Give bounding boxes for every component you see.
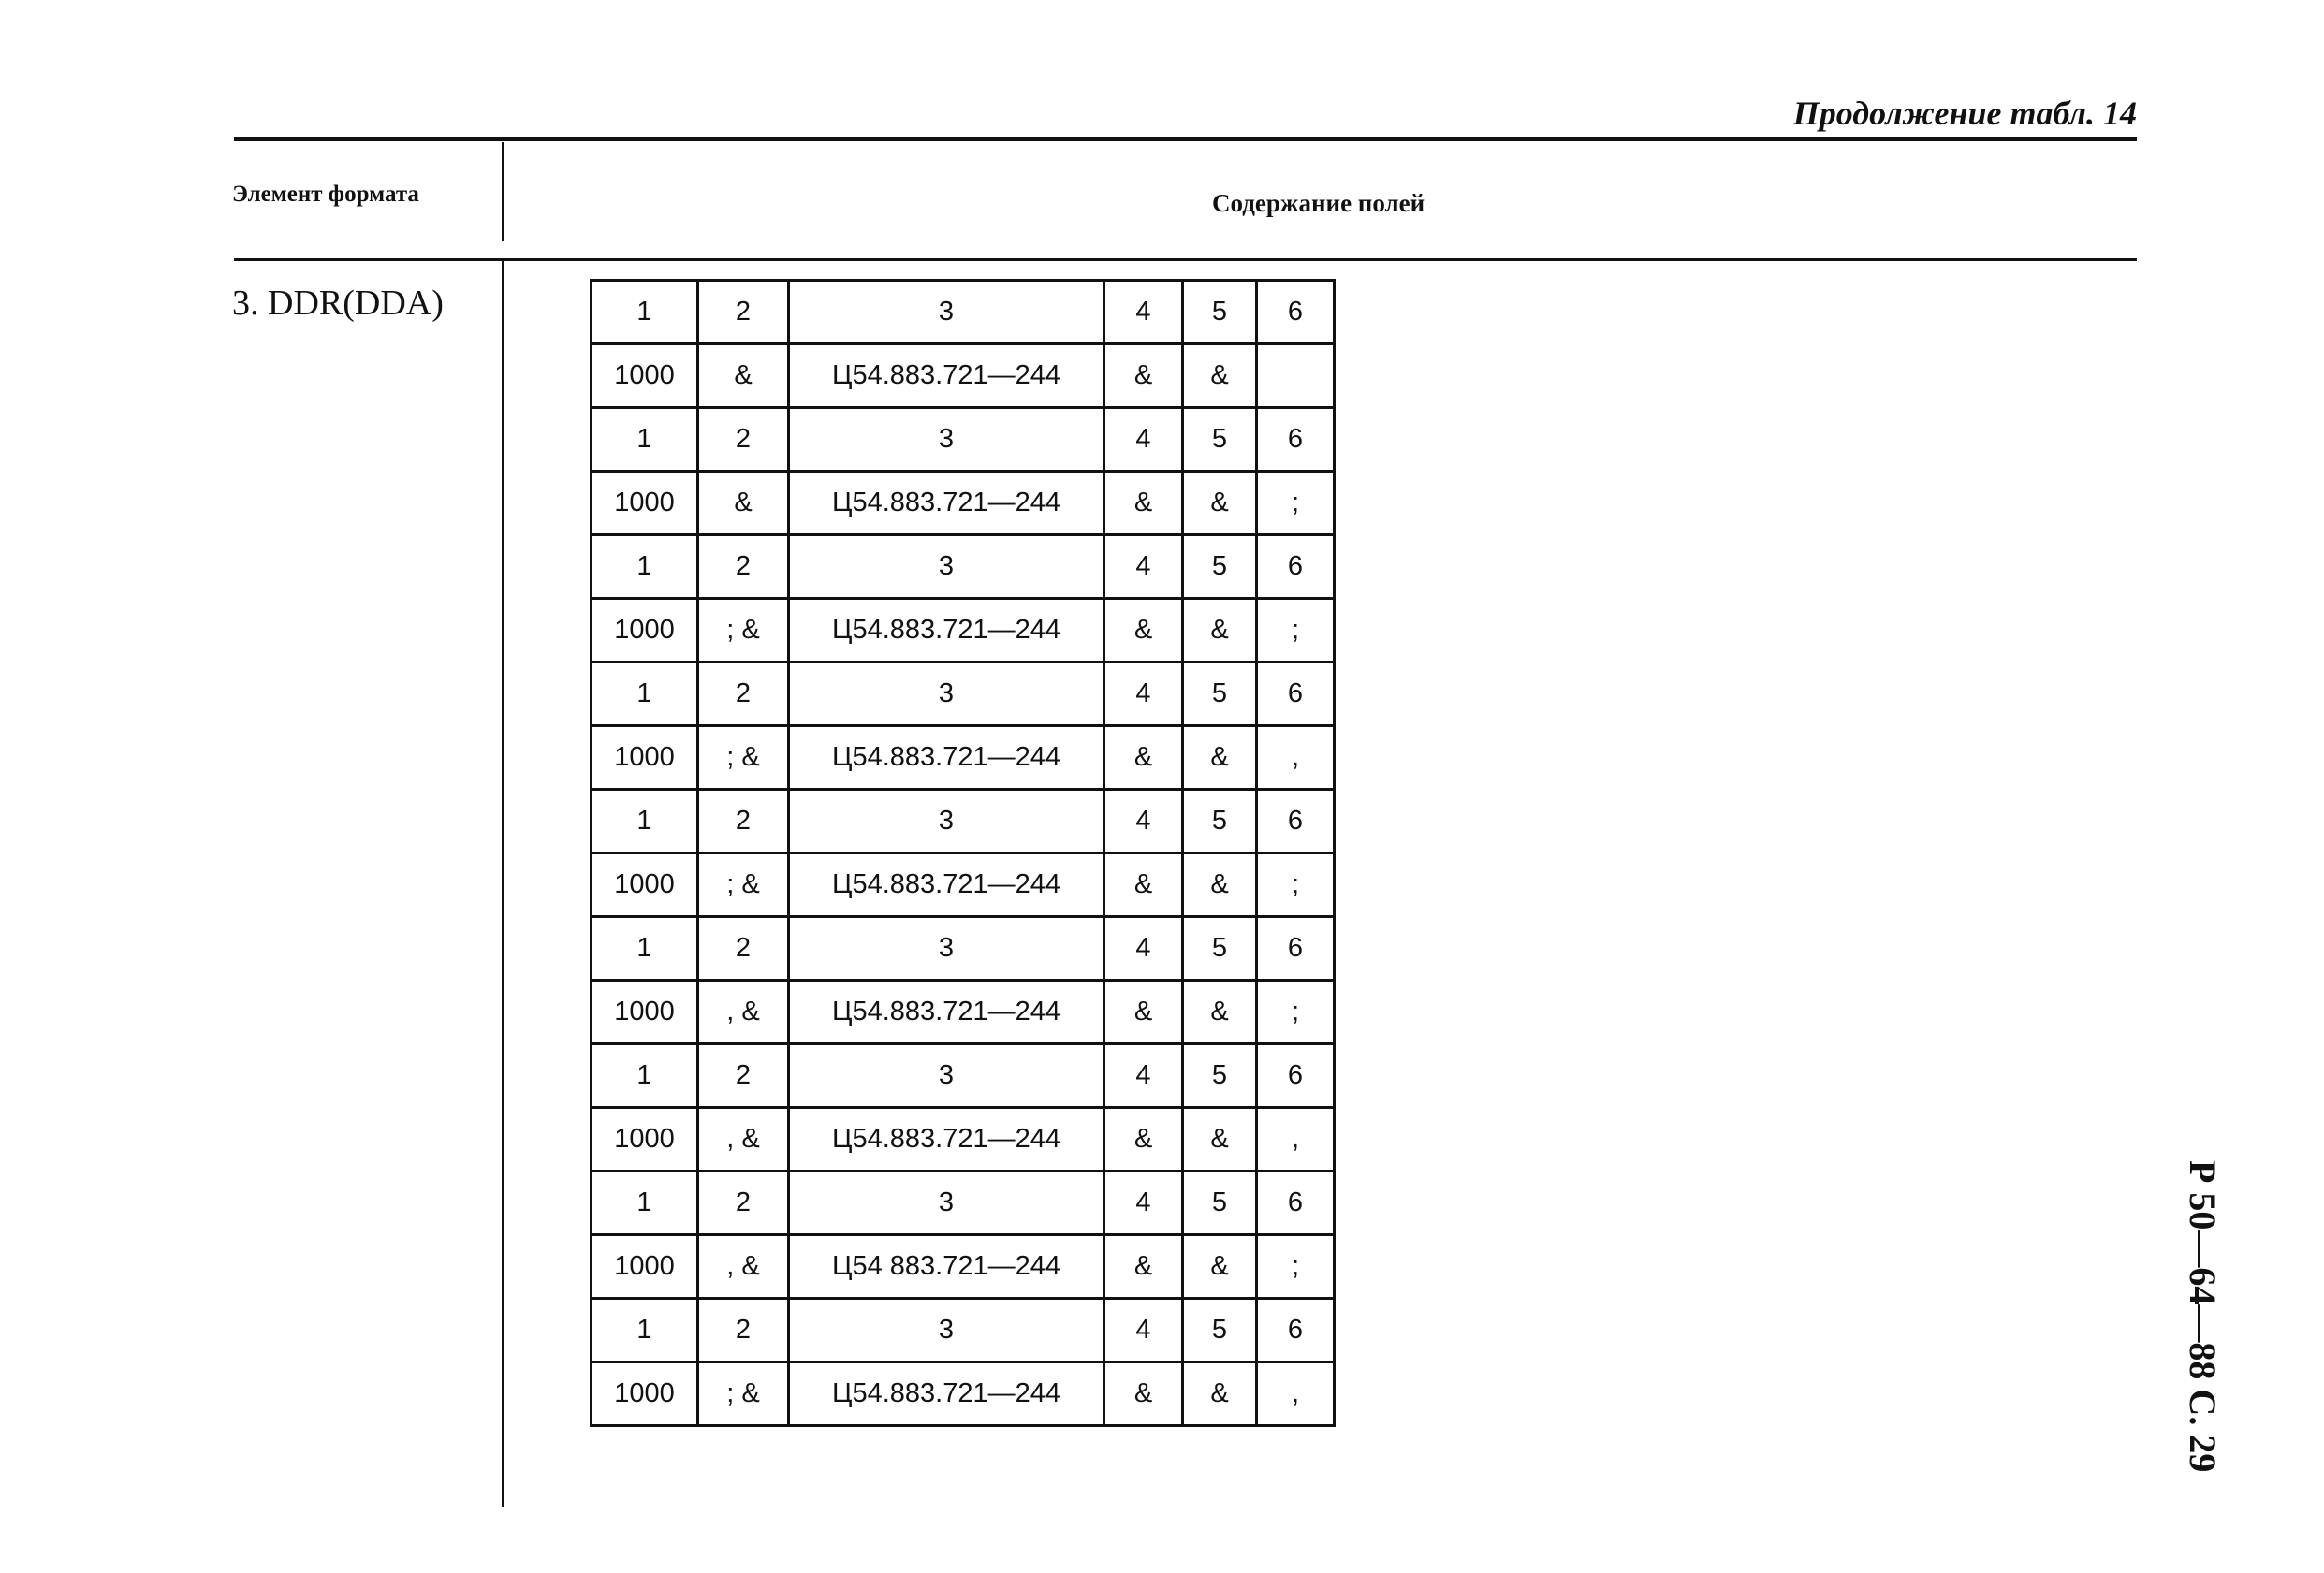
table-row (592, 1299, 1335, 1362)
table-cell: 5 (1183, 1172, 1257, 1235)
table-cell: & (1183, 726, 1257, 790)
table-cell: & (1104, 853, 1183, 917)
table-cell: 3 (789, 408, 1104, 472)
table-cell: ; & (698, 599, 789, 663)
table-row (592, 981, 1335, 1044)
table-cell: 5 (1183, 790, 1257, 853)
table-row (592, 1044, 1335, 1108)
table-cell: Ц54.883.721—244 (789, 599, 1104, 663)
table-cell: 1000 (592, 344, 698, 408)
table-cell: 3 (789, 917, 1104, 981)
table-cell: 1 (592, 790, 698, 853)
table-cell: 2 (698, 1172, 789, 1235)
table-row (592, 1172, 1335, 1235)
table-row (592, 917, 1335, 981)
table-cell: 1000 (592, 726, 698, 790)
table-cell: ; (1257, 981, 1335, 1044)
table-cell: 1000 (592, 599, 698, 663)
table-cell: , (1257, 726, 1335, 790)
table-row (592, 281, 1335, 344)
table-cell: 2 (698, 281, 789, 344)
table-cell: Ц54.883.721—244 (789, 472, 1104, 535)
table-cell: 5 (1183, 281, 1257, 344)
table-cell: 4 (1104, 1172, 1183, 1235)
table-cell: ; (1257, 1235, 1335, 1299)
table-cell: Ц54.883.721—244 (789, 853, 1104, 917)
table-cell: 6 (1257, 1299, 1335, 1362)
table-cell: 1000 (592, 472, 698, 535)
table-cell: 2 (698, 790, 789, 853)
table-cell: 2 (698, 1044, 789, 1108)
table-cell: & (1183, 344, 1257, 408)
table-cell: 1000 (592, 853, 698, 917)
table-cell: 1000 (592, 1108, 698, 1172)
table-cell: 1 (592, 917, 698, 981)
table-row (592, 344, 1335, 408)
table-cell: ; (1257, 853, 1335, 917)
table-row (592, 853, 1335, 917)
table-cell: ; & (698, 726, 789, 790)
table-cell: & (1183, 1235, 1257, 1299)
table-row (592, 1362, 1335, 1426)
table-row (592, 1108, 1335, 1172)
table-cell: Ц54.883.721—244 (789, 726, 1104, 790)
table-cell: 6 (1257, 1044, 1335, 1108)
table-cell: 3 (789, 535, 1104, 599)
table-cell (1257, 344, 1335, 408)
table-cell: & (1183, 599, 1257, 663)
table-cell: & (698, 344, 789, 408)
table-cell: & (1183, 981, 1257, 1044)
table-cell: Ц54.883.721—244 (789, 344, 1104, 408)
table-row (592, 472, 1335, 535)
table-cell: ; (1257, 599, 1335, 663)
table-cell: 1000 (592, 981, 698, 1044)
table-cell: Ц54.883.721—244 (789, 1362, 1104, 1426)
table-cell: 4 (1104, 281, 1183, 344)
table-cell: 4 (1104, 790, 1183, 853)
table-cell: 5 (1183, 1044, 1257, 1108)
table-cell: & (1104, 599, 1183, 663)
table-cell: 4 (1104, 663, 1183, 726)
table-cell: 4 (1104, 535, 1183, 599)
table-cell: & (1104, 726, 1183, 790)
table-cell: 1 (592, 663, 698, 726)
table-cell: 3 (789, 1172, 1104, 1235)
table-cell: & (1104, 981, 1183, 1044)
table-cell: 2 (698, 408, 789, 472)
table-cell: 3 (789, 1299, 1104, 1362)
table-cell: 2 (698, 663, 789, 726)
table-cell: 4 (1104, 917, 1183, 981)
column-header-element: Элемент формата (232, 182, 419, 207)
table-cell: 5 (1183, 917, 1257, 981)
body-column-divider (502, 259, 504, 1507)
table-cell: 6 (1257, 408, 1335, 472)
table-cell: & (1104, 1235, 1183, 1299)
header-top-rule (234, 137, 2137, 141)
table-row (592, 726, 1335, 790)
table-cell: 4 (1104, 408, 1183, 472)
table-cell: 1000 (592, 1235, 698, 1299)
table-cell: 1 (592, 408, 698, 472)
table-cell: , (1257, 1362, 1335, 1426)
table-cell: & (1183, 1362, 1257, 1426)
table-cell: Ц54.883.721—244 (789, 1108, 1104, 1172)
table-cell: 5 (1183, 1299, 1257, 1362)
table-cell: 1 (592, 1299, 698, 1362)
table-cell: 4 (1104, 1299, 1183, 1362)
table-cell: 1 (592, 281, 698, 344)
table-cell: 1 (592, 1172, 698, 1235)
table-row (592, 535, 1335, 599)
table-cell: 6 (1257, 917, 1335, 981)
table-cell: Ц54.883.721—244 (789, 981, 1104, 1044)
table-cell: & (1104, 1362, 1183, 1426)
table-cell: 6 (1257, 1172, 1335, 1235)
table-cell: 3 (789, 790, 1104, 853)
table-cell: Ц54 883.721—244 (789, 1235, 1104, 1299)
column-header-content: Содержание полей (1212, 189, 1425, 217)
table-cell: 2 (698, 1299, 789, 1362)
table-cell: 2 (698, 535, 789, 599)
table-cell: 6 (1257, 535, 1335, 599)
document-side-label: Р 50—64—88 С. 29 (2182, 1160, 2224, 1473)
table-cell: , & (698, 1235, 789, 1299)
table-row (592, 663, 1335, 726)
table-cell: 2 (698, 917, 789, 981)
table-cell: ; & (698, 853, 789, 917)
table-cell: 3 (789, 663, 1104, 726)
table-cell: , (1257, 1108, 1335, 1172)
table-row (592, 790, 1335, 853)
table-cell: ; (1257, 472, 1335, 535)
table-cell: & (1104, 1108, 1183, 1172)
fields-table-body (592, 281, 1335, 1426)
table-row (592, 599, 1335, 663)
table-cell: & (1104, 344, 1183, 408)
table-row (592, 408, 1335, 472)
header-bottom-rule (234, 258, 2137, 261)
fields-table (590, 279, 1336, 1427)
table-cell: 5 (1183, 535, 1257, 599)
table-cell: , & (698, 981, 789, 1044)
table-cell: 6 (1257, 663, 1335, 726)
table-cell: & (1104, 472, 1183, 535)
table-cell: 4 (1104, 1044, 1183, 1108)
table-cell: 5 (1183, 663, 1257, 726)
table-cell: & (1183, 472, 1257, 535)
table-cell: 3 (789, 281, 1104, 344)
table-cell: 1 (592, 1044, 698, 1108)
table-row (592, 1235, 1335, 1299)
header-column-divider (502, 142, 504, 241)
table-cell: , & (698, 1108, 789, 1172)
table-cell: 6 (1257, 281, 1335, 344)
table-cell: & (1183, 853, 1257, 917)
table-cell: 6 (1257, 790, 1335, 853)
table-cell: 1000 (592, 1362, 698, 1426)
table-cell: 5 (1183, 408, 1257, 472)
table-cell: & (1183, 1108, 1257, 1172)
table-cell: ; & (698, 1362, 789, 1426)
format-element-label: 3. DDR(DDA) (232, 284, 444, 323)
table-continuation-caption: Продолжение табл. 14 (1792, 95, 2137, 132)
table-cell: 3 (789, 1044, 1104, 1108)
table-cell: & (698, 472, 789, 535)
table-cell: 1 (592, 535, 698, 599)
